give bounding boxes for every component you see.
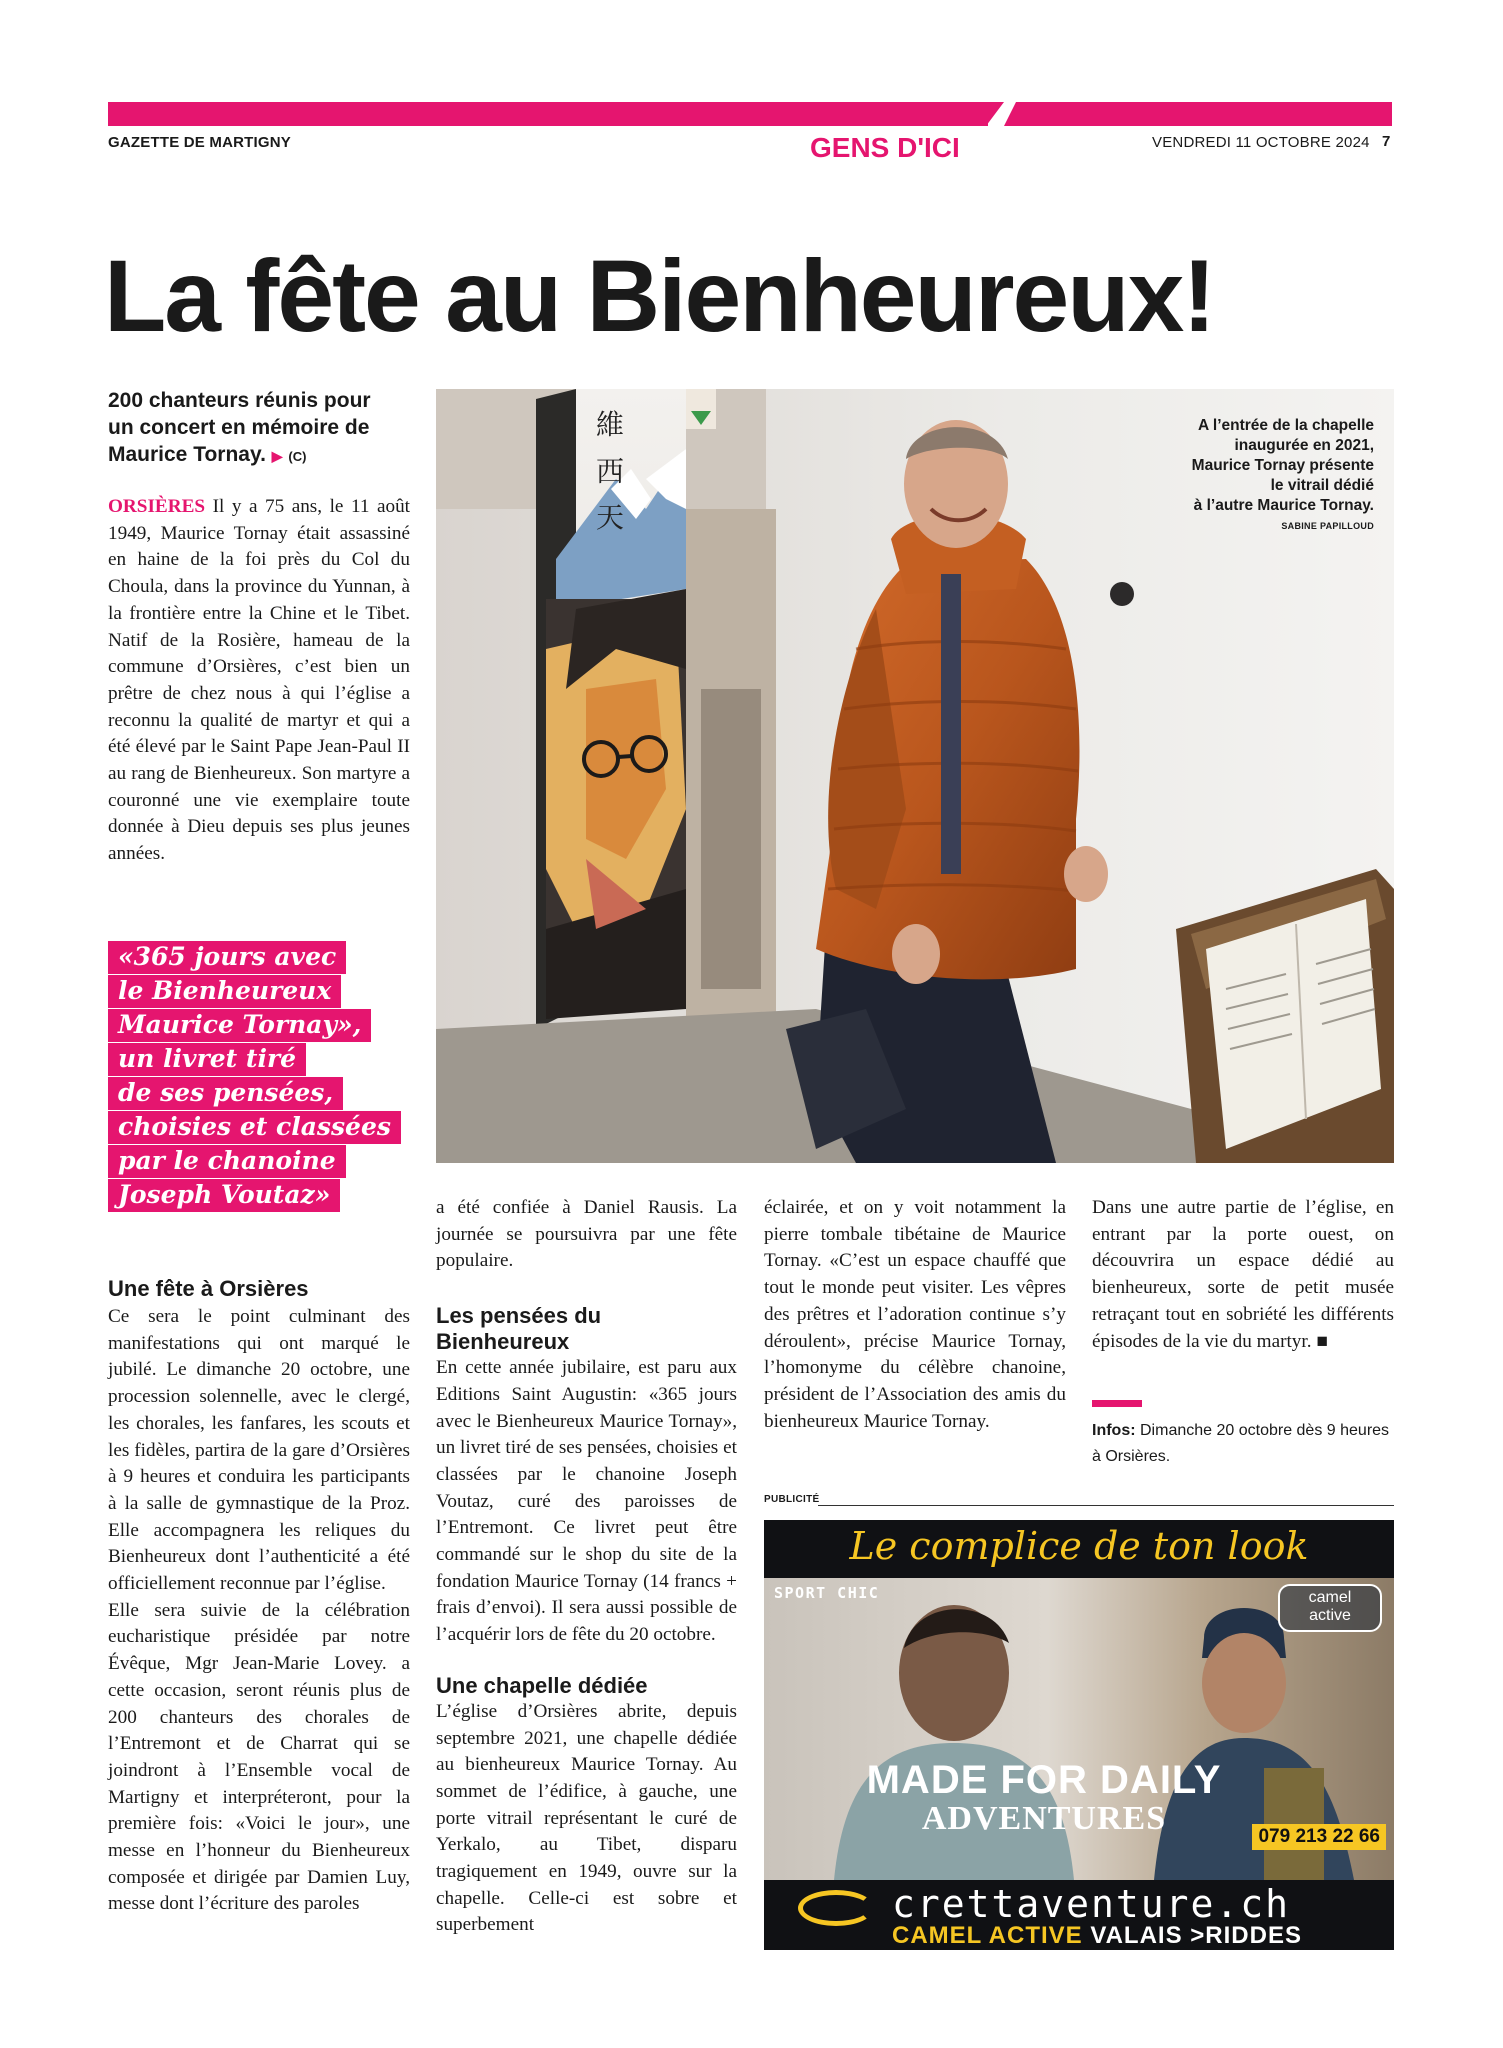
deck-text: 200 chanteurs réunis pour un concert en mémoire de Maurice Tornay. [108,389,371,466]
section1-paragraph: Elle sera suivie de la célébration eucharistique présidée par notre Évêque, Mgr Jean-Marie Lovey. a cette occasion, seront réunis plus de 200 chanteurs des chorales de l’Entremont et de Charrat qui se joindront à l’Ensemble vocal de Martigny et interpréteront, pour la première fois: «Voici le jour», une messe en l’honneur du Bienheureux composée et dirigée par Damien Luy, messe dont l’écriture des paroles [108,1599,410,1915]
pull-quote-line: Joseph Voutaz» [108,1179,340,1212]
section3-heading: Une chapelle dédiée [436,1672,648,1698]
column-4 [1092,1195,1394,1355]
article-title: La fête au Bienheureux! [104,239,1215,353]
caption-line: inaugurée en 2021, [1234,437,1374,454]
ad-footer-line [892,1922,1302,1950]
ad-footer-location: VALAIS [1090,1922,1183,1949]
caption-line: A l’entrée de la chapelle [1197,417,1374,434]
article-photo [436,389,1394,1163]
column-4-continuation: Dans une autre partie de l’église, en entrant par la porte ouest, on découvrira un espace dédié au bienheureux, sorte de petit musée retraçant tout en sobriété les différents épisodes de la vie du martyr. ■ [1092,1197,1394,1352]
header-bar-left [108,102,988,126]
calligraphy-char: 維 [596,408,625,441]
info-text: Dimanche 20 octobre dès 9 heures à Orsières. [1092,1422,1390,1465]
info-box [1092,1418,1394,1470]
pull-quote-line: de ses pensées, [108,1077,343,1110]
section2-heading: Les pensées du Bienheureux [436,1303,602,1355]
caption-line: le vitrail dédié [1270,477,1374,494]
ad-photo [764,1578,1394,1880]
header-bar-right [1004,102,1392,126]
ad-phone[interactable]: 079 213 22 66 [1252,1824,1386,1850]
advertisement[interactable] [764,1520,1394,1950]
info-marker [1092,1400,1142,1407]
brand-badge-line: active [1309,1607,1351,1624]
stained-glass-door [536,389,686,1029]
pull-quote-line: par le chanoine [108,1145,346,1178]
play-triangle-icon: ▶ [271,448,283,464]
intro-paragraph [108,494,410,868]
ad-slogan: Le complice de ton look [849,1524,1309,1568]
pull-quote [108,940,418,1212]
intro-text: Il y a 75 ans, le 11 août 1949, Maurice Tornay était assassiné en haine de la foi près du Col du Choula, dans la province du Yunnan, à la frontière entre la Chine et le Tibet. Natif de la Rosière, hameau de la commune d’Orsières, c’est bien un prêtre de chez nous à qui l’église a reconnu la qualité de martyr et qui a été élevé par le Saint Pape Jean-Paul II au rang de Bienheureux. Son martyre a couronné une vie exemplaire toute donnée à Dieu depuis ses plus jeunes années. [108,496,411,865]
caption-line: Maurice Tornay présente [1191,457,1374,474]
calligraphy-char: 西 [596,455,625,488]
column-2 [436,1195,737,1939]
column-3-continuation: éclairée, et on y voit notamment la pierre tombale tibétaine de Maurice Tornay. «C’est un espace chauffé que tout le monde peut visiter. Les vêpres des prêtres et l’adoration continue s’y déroulent», précise Maurice Tornay, l’homonyme du célèbre chanoine, président de l’Association des amis du bienheureux Maurice Tornay. [764,1197,1066,1432]
column-1-lower [108,1276,410,1918]
ad-tag: SPORT CHIC [774,1584,880,1602]
pull-quote-line: choisies et classées [108,1111,401,1144]
section2-paragraph: En cette année jubilaire, est paru aux Editions Saint Augustin: «365 jours avec le Bienheureux Maurice Tornay», un livret tiré de ses pensées, choisies et classées par le chanoine Joseph Voutaz, curé des paroisses de l’Entremont. Ce livret peut être commandé sur le shop du site de la fondation Maurice Tornay (14 francs + frais d’envoi). Il sera aussi possible de l’acquérir lors de fête du 20 octobre. [436,1357,737,1646]
ad-site[interactable]: crettaventure.ch [892,1882,1291,1926]
dateline: ORSIÈRES [108,496,206,517]
brand-badge-line: camel [1308,1589,1352,1606]
advert-rule [818,1505,1394,1506]
pull-quote-line: un livret tiré [108,1043,306,1076]
caption-line: à l’autre Maurice Tornay. [1193,497,1374,514]
section3-paragraph: L’église d’Orsières abrite, depuis septembre 2021, une chapelle dédiée au bienheureux Maurice Tornay. Au sommet de l’édifice, à gauche, une porte vitrail représentant le curé de Yerkalo, au Tibet, disparu tragiquement en 1949, ouvre sur la chapelle. Celle-ci est sobre et superbement [436,1700,737,1936]
column-3 [764,1195,1066,1435]
crettaventure-logo-icon [798,1890,874,1926]
ad-footer-town: RIDDES [1205,1922,1302,1949]
info-label: Infos: [1092,1422,1136,1439]
deck-source: (C) [288,449,307,464]
chevron-right-icon: > [1190,1922,1206,1949]
ad-footer [764,1880,1394,1950]
page-number: 7 [1382,133,1391,150]
photo-caption [1114,416,1374,536]
section1-paragraph: Ce sera le point culminant des manifestations qui ont marqué le jubilé. Le dimanche 20 octobre, une procession solennelle, avec le clergé, les chorales, les fanfares, les scouts et les fidèles, partira de la gare d’Orsières à 9 heures et conduira les participants à la salle de gymnastique de la Proz. Elle accompagnera les reliques du Bienheureux dont l’authenticité a été officiellement reconnue par l’église. [108,1306,410,1595]
article-deck [108,387,398,470]
header-bar-notch [986,102,1004,126]
pull-quote-line: Maurice Tornay», [108,1009,371,1042]
ad-headline-2: ADVENTURES [921,1800,1167,1837]
advert-label: PUBLICITÉ [764,1494,820,1505]
ad-footer-brand: CAMEL ACTIVE [892,1922,1083,1949]
issue-date: VENDREDI 11 OCTOBRE 2024 [1152,134,1370,151]
pull-quote-line: «365 jours avec [108,941,346,974]
section1-heading: Une fête à Orsières [108,1276,309,1301]
photo-credit: SABINE PAPILLOUD [1281,521,1374,531]
publication-name: GAZETTE DE MARTIGNY [108,134,291,151]
ad-headline-1: MADE FOR DAILY [866,1758,1222,1802]
column-2-continuation: a été confiée à Daniel Rausis. La journée se poursuivra par une fête populaire. [436,1197,737,1272]
pull-quote-line: le Bienheureux [108,975,341,1008]
section-title: GENS D'ICI [810,132,960,163]
calligraphy-char: 天 [596,501,625,534]
brand-badge [1278,1584,1382,1632]
